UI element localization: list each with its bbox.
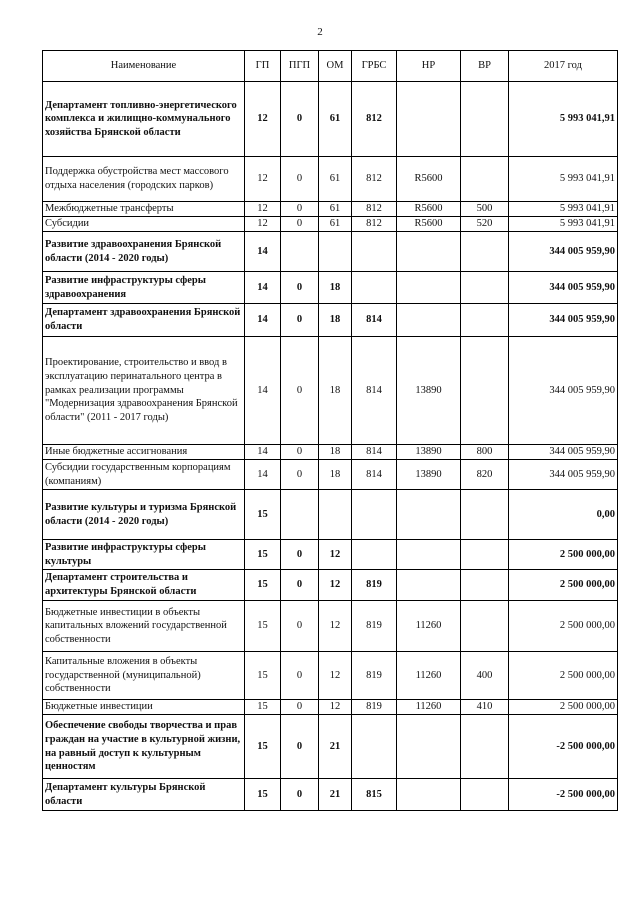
column-header-name: Наименование	[43, 51, 245, 82]
pgp-cell: 0	[281, 304, 319, 337]
amount-cell: 5 993 041,91	[509, 82, 618, 157]
vr-cell	[461, 272, 509, 304]
grbs-cell: 814	[352, 445, 397, 460]
name-cell: Бюджетные инвестиции в объекты капитальных вложений государственной собственности	[43, 601, 245, 652]
om-cell	[319, 232, 352, 272]
pgp-cell	[281, 490, 319, 540]
name-cell: Бюджетные инвестиции	[43, 700, 245, 715]
amount-cell: 5 993 041,91	[509, 217, 618, 232]
om-cell	[319, 490, 352, 540]
om-cell: 12	[319, 540, 352, 570]
vr-cell: 800	[461, 445, 509, 460]
nr-cell: 11260	[397, 601, 461, 652]
gp-cell: 14	[245, 445, 281, 460]
amount-cell: 2 500 000,00	[509, 700, 618, 715]
table-row	[43, 232, 618, 272]
nr-cell: 13890	[397, 337, 461, 445]
om-cell: 18	[319, 304, 352, 337]
amount-cell: 344 005 959,90	[509, 445, 618, 460]
amount-cell: 5 993 041,91	[509, 202, 618, 217]
amount-cell: 2 500 000,00	[509, 570, 618, 601]
grbs-cell: 812	[352, 157, 397, 202]
pgp-cell: 0	[281, 540, 319, 570]
gp-cell: 14	[245, 460, 281, 490]
vr-cell: 500	[461, 202, 509, 217]
name-cell: Развитие культуры и туризма Брянской области (2014 - 2020 годы)	[43, 490, 245, 540]
table-row	[43, 272, 618, 304]
om-cell: 18	[319, 460, 352, 490]
column-header-pgp: ПГП	[281, 51, 319, 82]
grbs-cell: 815	[352, 779, 397, 811]
table-row	[43, 779, 618, 811]
pgp-cell: 0	[281, 570, 319, 601]
amount-cell: 2 500 000,00	[509, 601, 618, 652]
table-row	[43, 202, 618, 217]
pgp-cell: 0	[281, 445, 319, 460]
om-cell: 61	[319, 157, 352, 202]
page-number: 2	[317, 26, 323, 38]
amount-cell: 344 005 959,90	[509, 272, 618, 304]
nr-cell	[397, 490, 461, 540]
grbs-cell: 819	[352, 570, 397, 601]
nr-cell	[397, 570, 461, 601]
pgp-cell: 0	[281, 460, 319, 490]
gp-cell: 14	[245, 304, 281, 337]
name-cell: Развитие инфраструктуры сферы культуры	[43, 540, 245, 570]
column-header-om: ОМ	[319, 51, 352, 82]
nr-cell	[397, 272, 461, 304]
gp-cell: 12	[245, 157, 281, 202]
nr-cell: R5600	[397, 202, 461, 217]
vr-cell	[461, 601, 509, 652]
table-row	[43, 540, 618, 570]
vr-cell	[461, 715, 509, 779]
grbs-cell: 812	[352, 82, 397, 157]
pgp-cell: 0	[281, 217, 319, 232]
om-cell: 61	[319, 202, 352, 217]
nr-cell: 13890	[397, 460, 461, 490]
om-cell: 61	[319, 82, 352, 157]
om-cell: 18	[319, 445, 352, 460]
amount-cell: 2 500 000,00	[509, 652, 618, 700]
grbs-cell	[352, 272, 397, 304]
table-row	[43, 601, 618, 652]
vr-cell	[461, 779, 509, 811]
table-row	[43, 445, 618, 460]
om-cell: 12	[319, 601, 352, 652]
name-cell: Иные бюджетные ассигнования	[43, 445, 245, 460]
om-cell: 61	[319, 217, 352, 232]
grbs-cell: 812	[352, 202, 397, 217]
om-cell: 12	[319, 652, 352, 700]
grbs-cell	[352, 232, 397, 272]
vr-cell: 520	[461, 217, 509, 232]
pgp-cell: 0	[281, 779, 319, 811]
pgp-cell: 0	[281, 157, 319, 202]
table-row	[43, 715, 618, 779]
grbs-cell: 814	[352, 337, 397, 445]
vr-cell	[461, 337, 509, 445]
column-header-nr: НР	[397, 51, 461, 82]
nr-cell	[397, 715, 461, 779]
name-cell: Департамент строительства и архитектуры Брянской области	[43, 570, 245, 601]
gp-cell: 12	[245, 202, 281, 217]
grbs-cell: 812	[352, 217, 397, 232]
vr-cell	[461, 570, 509, 601]
vr-cell	[461, 82, 509, 157]
om-cell: 18	[319, 272, 352, 304]
table-row	[43, 82, 618, 157]
pgp-cell: 0	[281, 82, 319, 157]
gp-cell: 15	[245, 490, 281, 540]
gp-cell: 15	[245, 601, 281, 652]
name-cell: Департамент культуры Брянской области	[43, 779, 245, 811]
vr-cell	[461, 304, 509, 337]
column-header-vr: ВР	[461, 51, 509, 82]
gp-cell: 12	[245, 217, 281, 232]
gp-cell: 14	[245, 272, 281, 304]
om-cell: 18	[319, 337, 352, 445]
vr-cell	[461, 232, 509, 272]
om-cell: 21	[319, 715, 352, 779]
table-row	[43, 217, 618, 232]
nr-cell: 13890	[397, 445, 461, 460]
table-row	[43, 304, 618, 337]
amount-cell: 344 005 959,90	[509, 304, 618, 337]
om-cell: 12	[319, 570, 352, 601]
table-row	[43, 700, 618, 715]
name-cell: Развитие здравоохранения Брянской области (2014 - 2020 годы)	[43, 232, 245, 272]
nr-cell	[397, 540, 461, 570]
grbs-cell: 819	[352, 700, 397, 715]
name-cell: Субсидии	[43, 217, 245, 232]
nr-cell	[397, 82, 461, 157]
grbs-cell	[352, 715, 397, 779]
column-header-gp: ГП	[245, 51, 281, 82]
pgp-cell: 0	[281, 700, 319, 715]
name-cell: Межбюджетные трансферты	[43, 202, 245, 217]
table-header-row	[43, 51, 618, 82]
amount-cell: 344 005 959,90	[509, 337, 618, 445]
grbs-cell: 814	[352, 304, 397, 337]
pgp-cell	[281, 232, 319, 272]
vr-cell: 400	[461, 652, 509, 700]
pgp-cell: 0	[281, 202, 319, 217]
gp-cell: 15	[245, 570, 281, 601]
column-header-amount: 2017 год	[509, 51, 618, 82]
amount-cell: 344 005 959,90	[509, 460, 618, 490]
nr-cell	[397, 232, 461, 272]
gp-cell: 15	[245, 700, 281, 715]
om-cell: 12	[319, 700, 352, 715]
table-row	[43, 460, 618, 490]
pgp-cell: 0	[281, 652, 319, 700]
amount-cell: -2 500 000,00	[509, 779, 618, 811]
table-row	[43, 570, 618, 601]
name-cell: Проектирование, строительство и ввод в эксплуатацию перинатального центра в рамках реализации программы "Модернизация здравоохранения Брянской области" (2011 - 2017 годы)	[43, 337, 245, 445]
gp-cell: 15	[245, 779, 281, 811]
nr-cell: 11260	[397, 700, 461, 715]
name-cell: Развитие инфраструктуры сферы здравоохранения	[43, 272, 245, 304]
vr-cell	[461, 490, 509, 540]
gp-cell: 15	[245, 715, 281, 779]
nr-cell	[397, 304, 461, 337]
om-cell: 21	[319, 779, 352, 811]
nr-cell: 11260	[397, 652, 461, 700]
vr-cell	[461, 157, 509, 202]
table-row	[43, 652, 618, 700]
name-cell: Департамент топливно-энергетического комплекса и жилищно-коммунального хозяйства Брянской области	[43, 82, 245, 157]
gp-cell: 12	[245, 82, 281, 157]
pgp-cell: 0	[281, 715, 319, 779]
table-row	[43, 157, 618, 202]
gp-cell: 15	[245, 540, 281, 570]
name-cell: Департамент здравоохранения Брянской области	[43, 304, 245, 337]
name-cell: Обеспечение свободы творчества и прав граждан на участие в культурной жизни, на равный доступ к культурным ценностям	[43, 715, 245, 779]
column-header-grbs: ГРБС	[352, 51, 397, 82]
grbs-cell: 814	[352, 460, 397, 490]
vr-cell: 410	[461, 700, 509, 715]
nr-cell: R5600	[397, 157, 461, 202]
nr-cell	[397, 779, 461, 811]
amount-cell: 0,00	[509, 490, 618, 540]
vr-cell	[461, 540, 509, 570]
name-cell: Поддержка обустройства мест массового отдыха населения (городских парков)	[43, 157, 245, 202]
table-row	[43, 490, 618, 540]
vr-cell: 820	[461, 460, 509, 490]
amount-cell: 344 005 959,90	[509, 232, 618, 272]
name-cell: Субсидии государственным корпорациям (компаниям)	[43, 460, 245, 490]
grbs-cell: 819	[352, 652, 397, 700]
amount-cell: -2 500 000,00	[509, 715, 618, 779]
budget-table	[42, 50, 618, 811]
grbs-cell	[352, 490, 397, 540]
pgp-cell: 0	[281, 272, 319, 304]
gp-cell: 14	[245, 232, 281, 272]
gp-cell: 14	[245, 337, 281, 445]
pgp-cell: 0	[281, 337, 319, 445]
pgp-cell: 0	[281, 601, 319, 652]
name-cell: Капитальные вложения в объекты государственной (муниципальной) собственности	[43, 652, 245, 700]
table-row	[43, 337, 618, 445]
grbs-cell: 819	[352, 601, 397, 652]
nr-cell: R5600	[397, 217, 461, 232]
amount-cell: 2 500 000,00	[509, 540, 618, 570]
grbs-cell	[352, 540, 397, 570]
amount-cell: 5 993 041,91	[509, 157, 618, 202]
gp-cell: 15	[245, 652, 281, 700]
